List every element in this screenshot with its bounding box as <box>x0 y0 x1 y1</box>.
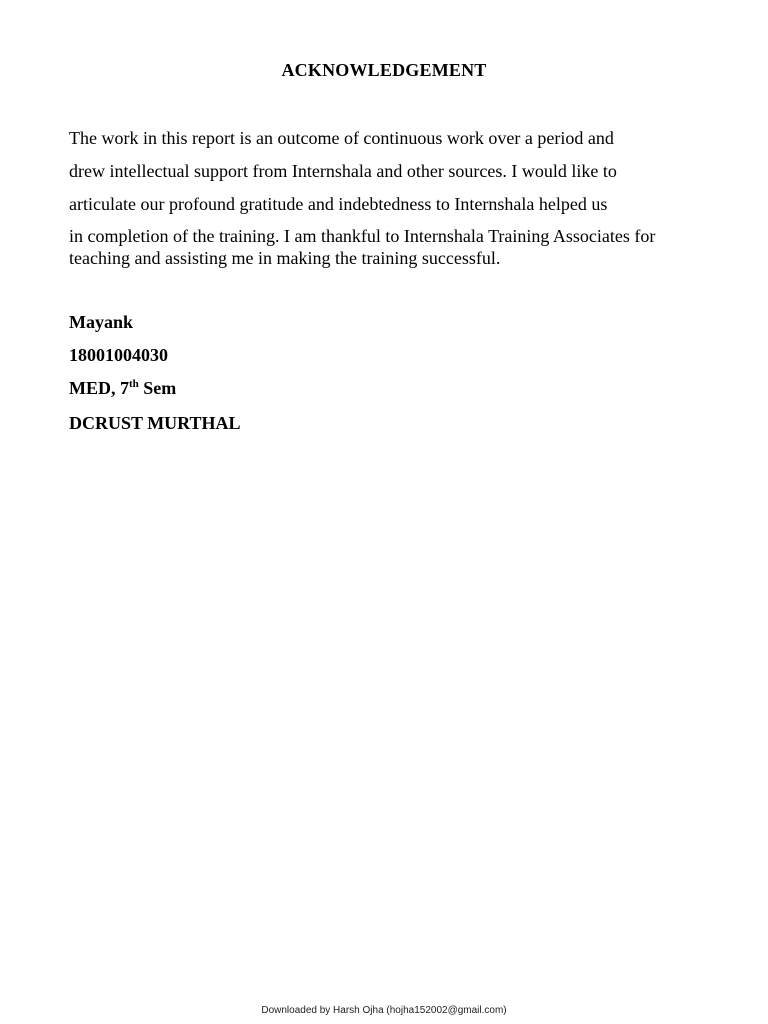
signature-roll-number: 18001004030 <box>69 345 168 365</box>
paragraph-line-1: The work in this report is an outcome of continuous work over a period and <box>69 128 614 148</box>
signature-course <box>69 378 176 399</box>
paragraph-line-5: teaching and assisting me in making the training successful. <box>69 248 501 268</box>
signature-name: Mayank <box>69 312 134 332</box>
paragraph-line-3: articulate our profound gratitude and indebtedness to Internshala helped us <box>69 194 608 214</box>
paragraph-line-4: in completion of the training. I am thankful to Internshala Training Associates for <box>69 226 656 246</box>
signature-institute: DCRUST MURTHAL <box>69 413 241 433</box>
course-prefix: MED, 7 <box>69 378 129 398</box>
page-title: ACKNOWLEDGEMENT <box>281 60 487 80</box>
course-superscript: th <box>129 378 139 390</box>
course-suffix: Sem <box>138 378 177 398</box>
paragraph-line-2: drew intellectual support from Internshala and other sources. I would like to <box>69 161 617 181</box>
download-footer: Downloaded by Harsh Ojha (hojha152002@gmail.com) <box>261 1005 507 1016</box>
